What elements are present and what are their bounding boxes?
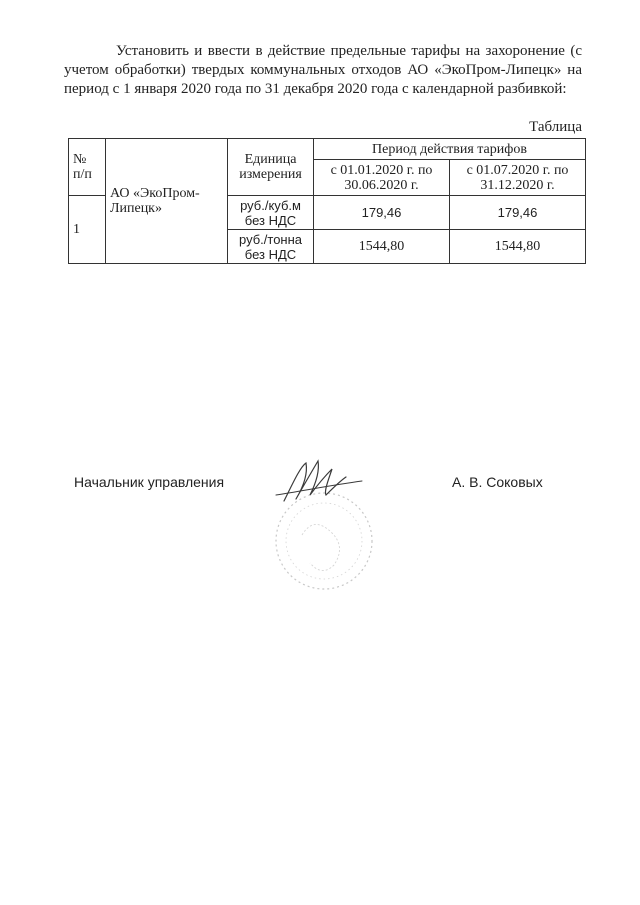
row-value-2: 179,46 (450, 196, 586, 230)
row-num: 1 (69, 196, 106, 264)
org-name-cell: АО «ЭкоПром-Липецк» (106, 139, 228, 264)
table-header-row (69, 139, 586, 160)
signatory-position: Начальник управления (74, 474, 225, 490)
row-value-1: 1544,80 (314, 230, 450, 264)
header-period-1: с 01.01.2020 г. по 30.06.2020 г. (314, 160, 450, 196)
decree-paragraph: Установить и ввести в действие предельные тарифы на захоронение (с учетом обработки) твердых коммунальных отходов АО «ЭкоПром-Липецк» на период с 1 января 2020 года по 31 декабря 2020 года с календарной разбивкой: (64, 43, 582, 97)
header-num: № п/п (69, 139, 106, 196)
signatory-name: А. В. Соковых (452, 474, 543, 490)
table-caption: Таблица (529, 119, 582, 135)
row-unit: руб./куб.м без НДС (228, 196, 314, 230)
signature-stamp (262, 455, 392, 595)
row-value-2: 1544,80 (450, 230, 586, 264)
header-period-2: с 01.07.2020 г. по 31.12.2020 г. (450, 160, 586, 196)
header-unit: Единица измерения (228, 139, 314, 196)
header-period: Период действия тарифов (314, 139, 586, 160)
row-unit: руб./тонна без НДС (228, 230, 314, 264)
tariff-table (68, 138, 586, 264)
row-value-1: 179,46 (314, 196, 450, 230)
